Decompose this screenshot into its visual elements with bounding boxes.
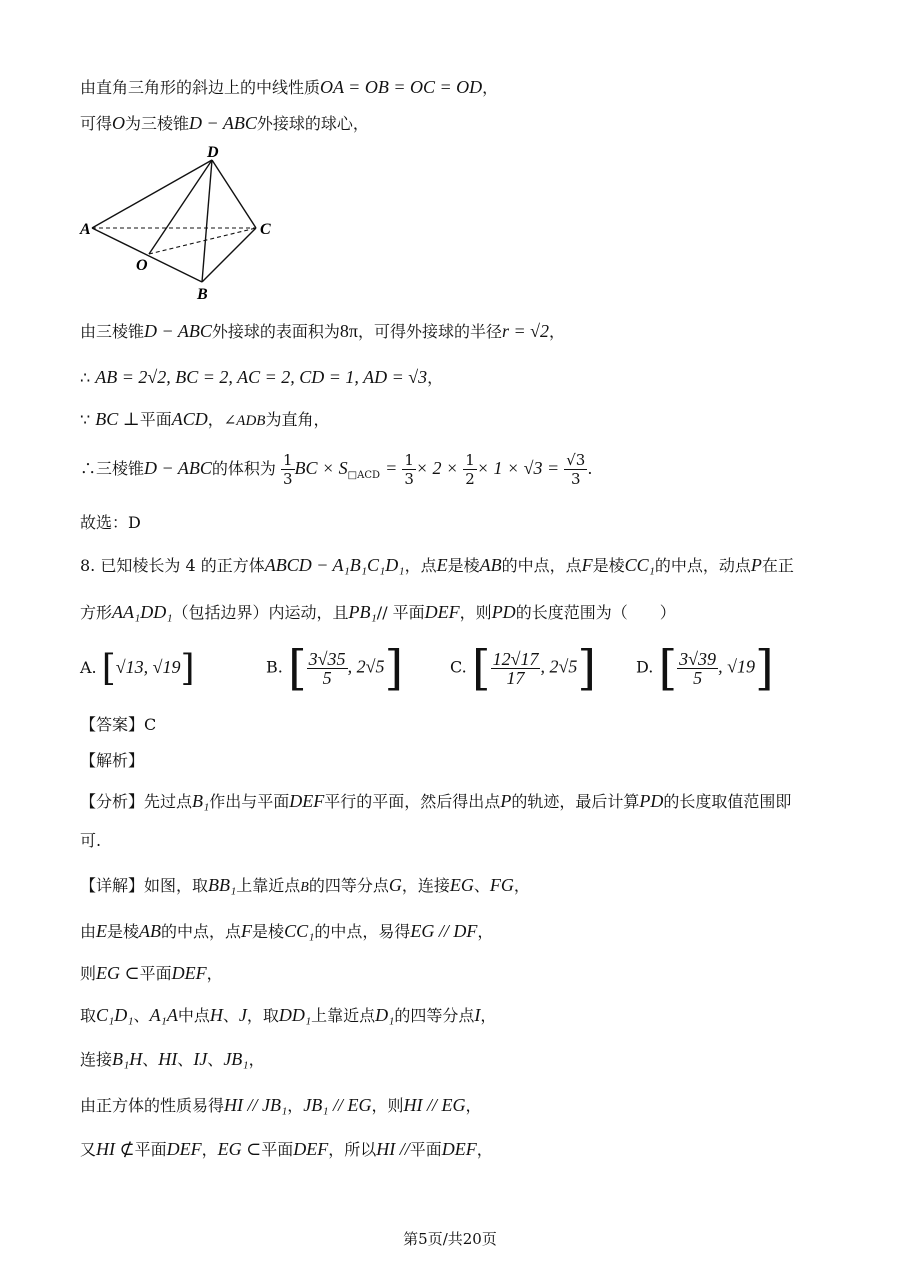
text-line xyxy=(80,448,592,496)
math: BC ⊥ xyxy=(95,409,140,429)
math: AB = 2√2, BC = 2, AC = 2, CD = 1, AD = √3 xyxy=(95,367,428,387)
text-line xyxy=(80,76,498,99)
math: D − ABC xyxy=(144,458,212,478)
label-a: A xyxy=(80,221,91,238)
math: OA = OB = OC = OD xyxy=(320,77,483,97)
detail-line1: 【详解】如图，取BB₁上靠近点B的四等分点G，连接EG、FG， xyxy=(80,875,530,895)
text: 由直角三角形的斜边上的中线性质 xyxy=(80,78,321,97)
text: ， xyxy=(482,78,499,97)
analysis-line2: 可. xyxy=(80,831,102,850)
tetrahedron-figure xyxy=(78,140,278,305)
page-footer: 第5页/共20页 xyxy=(403,1230,497,1248)
text: ， xyxy=(427,368,444,387)
math: D − ABC xyxy=(144,321,212,341)
text: 的体积为 xyxy=(211,459,276,478)
math: × 2 × xyxy=(415,458,459,478)
detail-line2: 由E是棱AB的中点，点F是棱CC₁的中点，易得EG // DF， xyxy=(80,921,494,941)
text-line xyxy=(80,320,565,343)
detail-line5: 连接B₁H、HI、IJ、JB₁， xyxy=(80,1049,265,1069)
therefore-symbol: ∴ xyxy=(80,368,96,387)
text: 外接球的表面积为 xyxy=(211,322,340,341)
option-c[interactable]: C. [ $\frac{12√17}{17}$ , 2√5] xyxy=(450,640,597,696)
text: 为直角， xyxy=(265,410,330,429)
detail-line7: 又HI ⊄平面DEF，EG ⊂平面DEF，所以HI //平面DEF， xyxy=(80,1139,493,1159)
math: ACD xyxy=(171,409,208,429)
answer-tag: 【答案】C xyxy=(80,715,157,734)
math: r = √2 xyxy=(501,321,549,341)
text-line xyxy=(80,112,369,135)
math: D − ABC xyxy=(189,113,257,133)
label-c: C xyxy=(260,221,271,238)
question-8-line1: 8. 已知棱长为 4 的正方体ABCD − A₁B₁C₁D₁，点E是棱AB的中点，点F是棱CC₁的中点，动点P在正 xyxy=(80,555,794,575)
analysis-line1: 【分析】先过点B₁作出与平面DEF平行的平面，然后得出点P的轨迹，最后计算PD的长度取值范围即 xyxy=(80,791,792,811)
text: 平面 xyxy=(139,410,172,429)
subscript: □ACD xyxy=(347,470,380,482)
detail-line6: 由正方体的性质易得HI // JB₁，JB₁ // EG，则HI // EG， xyxy=(80,1095,482,1115)
text: ， xyxy=(207,410,224,429)
text: ， xyxy=(549,322,566,341)
fraction: $\frac{√3}{3}$ xyxy=(566,451,586,488)
fraction: $\frac{1}{3}$ xyxy=(404,451,414,488)
text-line xyxy=(80,408,329,432)
label-o: O xyxy=(136,257,148,274)
math: O xyxy=(112,113,126,133)
text: ∴三棱锥 xyxy=(80,459,145,478)
option-d[interactable]: D. [ $\frac{3√39}{5}$ , √19] xyxy=(636,640,774,696)
text: ，可得外接球的半径 xyxy=(357,322,502,341)
text: . xyxy=(587,459,593,478)
text-line xyxy=(80,366,443,389)
analysis-tag: 【解析】 xyxy=(80,751,145,770)
math: ∠ADB xyxy=(223,413,266,429)
text: 由三棱锥 xyxy=(80,322,145,341)
fraction: $\frac{1}{3}$ xyxy=(282,451,293,488)
answer-select: 故选：D xyxy=(80,513,141,532)
detail-line3: 则EG ⊂平面DEF， xyxy=(80,963,223,983)
text: 外接球的球心， xyxy=(256,114,369,133)
label-d: D xyxy=(207,144,219,161)
fraction: $\frac{1}{2}$ xyxy=(465,451,475,488)
text: 为三棱锥 xyxy=(125,114,190,133)
math: = xyxy=(385,458,398,478)
math: × 1 × √3 = xyxy=(476,458,560,478)
math: 8π xyxy=(339,321,358,341)
because-symbol: ∵ xyxy=(80,410,96,429)
option-a[interactable]: A. [√13, √19] xyxy=(80,648,195,689)
option-b[interactable]: B. [ $\frac{3√35}{5}$ , 2√5] xyxy=(266,640,404,696)
detail-line4: 取C₁D₁、A₁A中点H、J，取DD₁上靠近点D₁的四等分点I， xyxy=(80,1005,497,1025)
question-8-line2: 方形AA₁DD₁（包括边界）内运动，且PB₁// 平面DEF，则PD的长度范围为（ ） xyxy=(80,602,676,622)
math: BC × S xyxy=(294,458,348,478)
label-b: B xyxy=(197,286,208,303)
text: 可得 xyxy=(80,114,113,133)
